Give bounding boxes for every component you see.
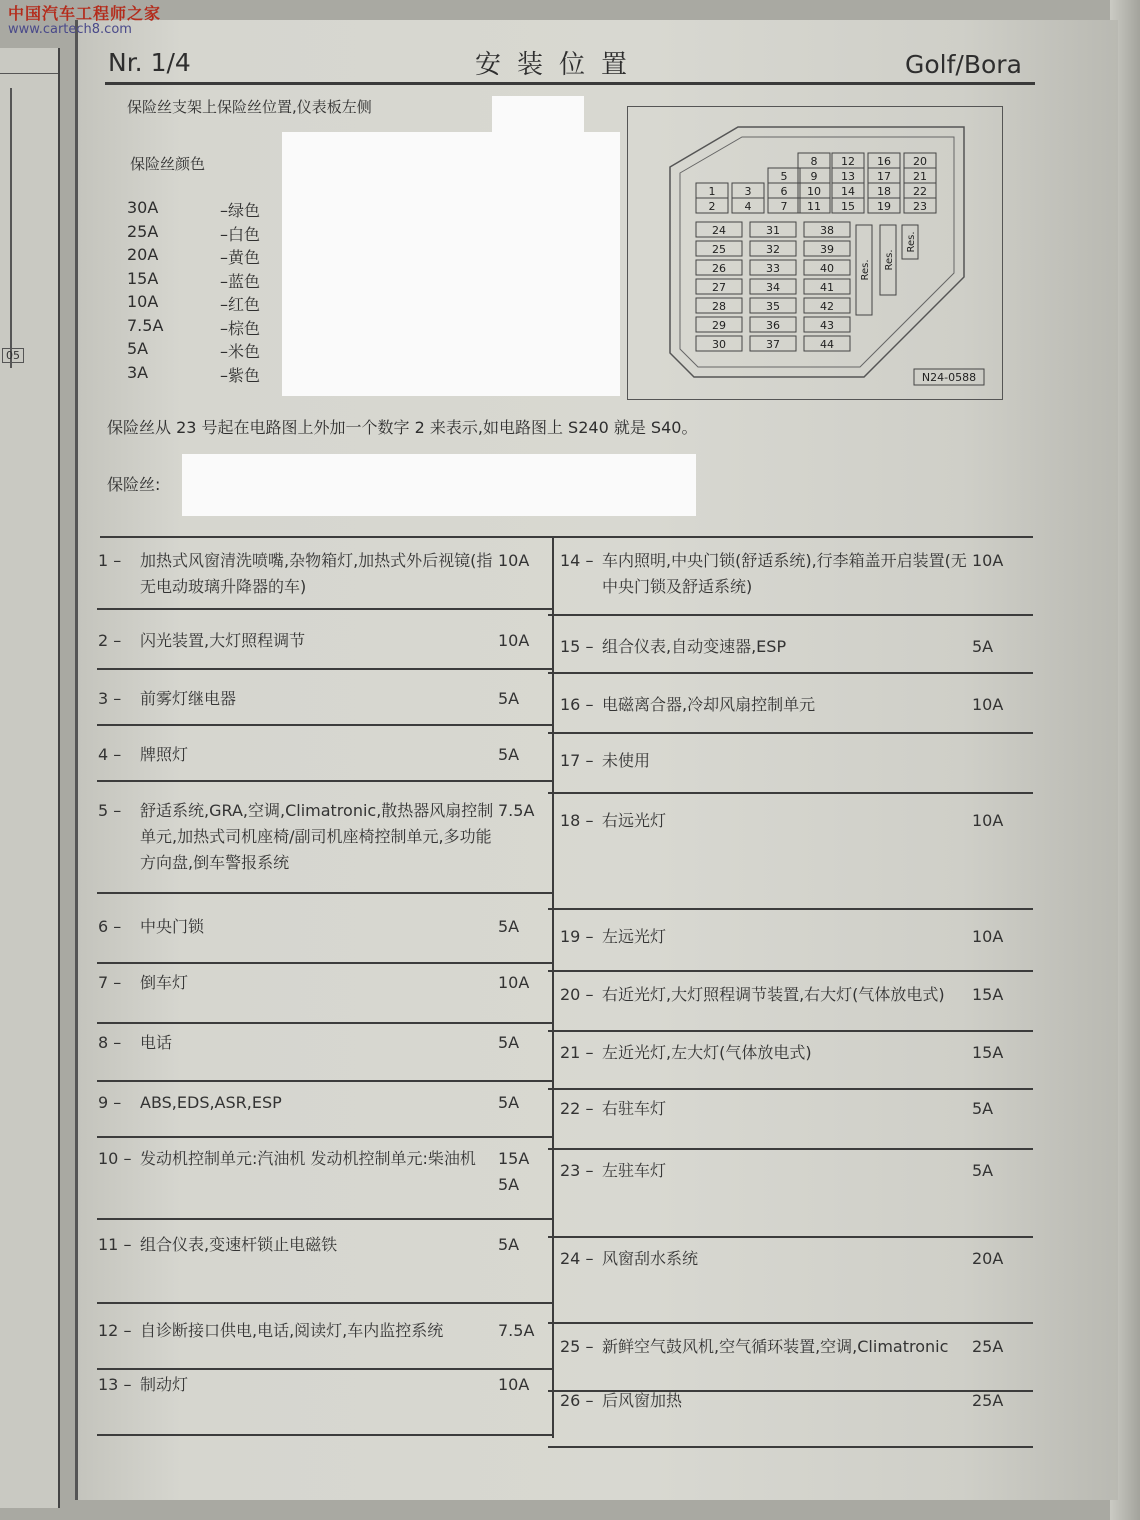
table-row-divider [97,668,552,670]
color-legend-row [125,245,285,269]
fuse-number: 15 – [560,637,594,656]
fuse-amperage: 5A [498,917,520,936]
fuse-amperage: 7.5A [498,801,535,820]
fuse-number: 10 – [98,1149,132,1168]
fuse-slot-number: 17 [877,170,891,183]
fuse-slot-number: 21 [913,170,927,183]
color-legend-amp: 7.5A [127,315,164,335]
watermark-title: 中国汽车工程师之家 [8,4,162,23]
fuse-slot-number: 44 [820,338,834,351]
table-row-divider [548,1148,1033,1150]
table-row-divider [97,1218,552,1220]
table-row-divider [548,732,1033,734]
fuse-amperage-secondary: 5A [498,1175,520,1194]
watermark [8,6,161,36]
fuse-number: 17 – [560,751,594,770]
fuse-slot-number: 11 [807,200,821,213]
fuse-description: 前雾灯继电器 [140,689,237,708]
page-number: Nr. 1/4 [108,48,191,77]
fuse-amperage: 25A [972,1391,1004,1410]
fuse-number: 21 – [560,1043,594,1062]
fuse-description: 倒车灯 [140,973,189,992]
fuse-description: 后风窗加热 [602,1391,683,1410]
fuse-amperage: 5A [498,1235,520,1254]
fuse-amperage: 10A [972,811,1004,830]
fuse-slot-number: 5 [780,170,788,183]
color-legend-color: –棕色 [220,318,261,338]
fuse-number: 7 – [98,973,122,992]
page-title: 安装位置 [475,50,644,80]
fuse-number: 3 – [98,689,122,708]
fuse-amperage: 5A [498,689,520,708]
color-legend-amp: 5A [127,339,149,358]
color-legend-amp: 20A [127,245,159,264]
fuse-slot-number: 28 [712,300,726,313]
fuse-description: 右驻车灯 [602,1099,667,1118]
fuse-amperage: 20A [972,1249,1004,1268]
table-row-divider [548,970,1033,972]
color-legend-row [125,339,285,363]
fuse-slot-number: 2 [708,200,716,213]
fuse-amperage: 5A [972,1161,994,1180]
fuse-slot-number: 38 [820,224,834,237]
fuse-number: 24 – [560,1249,594,1268]
fuse-number: 18 – [560,811,594,830]
fuse-slot-number: 15 [841,200,855,213]
fuse-description: 加热式风窗清洗喷嘴,杂物箱灯,加热式外后视镜(指无电动玻璃升降器的车) [140,551,493,596]
fuse-slot-number: 27 [712,281,726,294]
redaction-block [282,132,620,396]
figure-code: N24-0588 [921,371,977,384]
fuse-number: 6 – [98,917,122,936]
table-row-divider [548,908,1033,910]
fuse-number: 13 – [98,1375,132,1394]
color-legend-amp: 3A [127,362,149,382]
table-row-divider [97,1136,552,1138]
fuse-number: 20 – [560,985,594,1004]
table-row-divider [97,608,552,610]
color-legend-amp: 10A [127,292,159,311]
fuse-slot-number: 39 [820,243,834,256]
fuse-number: 23 – [560,1161,594,1180]
color-legend-color: –米色 [220,342,261,361]
table-row-divider [97,1368,552,1370]
color-legend-row [125,198,285,222]
fuse-number: 1 – [98,551,122,570]
fuse-slot-number: 6 [780,185,788,198]
fuse-slot-number: 36 [766,319,780,332]
left-page-strip [0,48,60,1508]
table-top-rule [100,536,1033,538]
fuse-description: 右远光灯 [602,811,667,830]
redaction-block [492,96,584,132]
table-row-divider [97,1302,552,1304]
table-row-divider [548,1030,1033,1032]
color-legend-row [125,269,285,293]
fuse-number: 12 – [98,1321,132,1340]
fuse-slot-number: 43 [820,319,834,332]
fuse-slot-number: 31 [766,224,780,237]
fuse-description: 组合仪表,自动变速器,ESP [602,637,787,656]
fuse-description: 制动灯 [140,1375,189,1394]
fuse-amperage: 5A [498,1033,520,1052]
subtitle: 保险丝支架上保险丝位置,仪表板左侧 [127,98,372,116]
fuse-description: 左远光灯 [602,927,667,946]
fuse-slot-number: 14 [841,185,855,198]
color-legend-amp: 30A [127,198,159,217]
fuse-slot-number: 19 [877,200,891,213]
header-rule [105,82,1035,85]
fuse-amperage: 10A [972,927,1004,946]
fuse-number: 22 – [560,1099,594,1118]
fuse-description: 未使用 [602,751,651,770]
fuse-description: 新鲜空气鼓风机,空气循环装置,空调,Climatronic [602,1337,949,1356]
table-row-divider [548,1236,1033,1238]
left-page-number: 05 [2,348,24,363]
fuse-description: 闪光装置,大灯照程调节 [140,631,306,650]
fuse-slot-number: 20 [913,155,927,168]
fuse-description: 牌照灯 [140,745,189,764]
fuse-number: 4 – [98,745,122,764]
fuse-slot-number: 35 [766,300,780,313]
fuse-description: 风窗刮水系统 [602,1249,699,1268]
fuse-amperage: 25A [972,1337,1004,1356]
fuse-description: 电磁离合器,冷却风扇控制单元 [602,695,816,714]
reserve-slot-label: Res. [906,231,917,253]
color-legend-row [125,222,285,246]
color-legend-color: –白色 [220,224,261,244]
color-legend-color: –蓝色 [220,271,261,291]
fuse-slot-number: 37 [766,338,780,351]
fuse-amperage: 10A [972,551,1004,570]
fuse-slot-number: 23 [913,200,927,213]
fuse-slot-number: 12 [841,155,855,168]
color-legend-title: 保险丝颜色 [130,155,206,173]
table-row-divider [548,1088,1033,1090]
fuse-description: 左驻车灯 [602,1161,667,1180]
color-legend-color: –红色 [220,295,261,314]
fuse-number: 25 – [560,1337,594,1356]
color-legend-amp: 25A [127,221,159,241]
fuse-slot-number: 13 [841,170,855,183]
fuse-number: 11 – [98,1235,132,1254]
fuse-amperage: 10A [498,631,530,650]
reserve-slot-label: Res. [884,249,895,271]
fuse-slot-number: 9 [810,170,818,183]
fuse-number: 16 – [560,695,594,714]
fuse-amperage: 15A [972,985,1004,1004]
fuse-slot-number: 34 [766,281,780,294]
table-row-divider [548,1322,1033,1324]
table-row-divider [97,1022,552,1024]
fuse-amperage: 5A [972,1099,994,1118]
table-row-divider [97,724,552,726]
fuse-slot-number: 30 [712,338,726,351]
fuse-description: 中央门锁 [140,917,205,936]
fuse-slot-number: 32 [766,243,780,256]
color-legend-row [125,292,285,316]
table-column-divider [552,538,554,1438]
color-legend-amp: 15A [127,268,159,288]
redaction-block [182,454,696,516]
fuse-slot-number: 18 [877,185,891,198]
fuse-number: 2 – [98,631,122,650]
fuse-number: 14 – [560,551,594,570]
table-row-divider [97,1434,552,1436]
fuse-number: 26 – [560,1391,594,1410]
color-legend-row [125,363,285,387]
fuse-slot-number: 26 [712,262,726,275]
color-legend-color: –紫色 [220,365,261,385]
fuse-amperage: 15A [498,1149,530,1168]
fuse-slot-number: 4 [744,200,752,213]
table-row-divider [97,892,552,894]
fuse-slot-number: 25 [712,243,726,256]
fuse-number: 9 – [98,1093,122,1112]
fuse-description: 发动机控制单元:汽油机 发动机控制单元:柴油机 [140,1149,476,1168]
left-page-border [10,88,12,368]
color-legend [125,198,285,386]
color-legend-color: –绿色 [220,201,261,220]
color-legend-row [125,316,285,340]
table-row-divider [548,614,1033,616]
fuse-amperage: 10A [498,551,530,570]
watermark-url: www.cartech8.com [8,21,132,37]
fuse-slot-number: 22 [913,185,927,198]
fuse-label: 保险丝: [107,475,161,494]
fuse-number: 19 – [560,927,594,946]
fuse-amperage: 10A [498,973,530,992]
table-row-divider [97,962,552,964]
fuse-slot-number: 3 [744,185,752,198]
fuse-slot-number: 1 [708,185,716,198]
fuse-description: 舒适系统,GRA,空调,Climatronic,散热器风扇控制单元,加热式司机座椅/副司机座椅控制单元,多功能方向盘,倒车警报系统 [140,801,494,872]
table-row-divider [548,1446,1033,1448]
fuse-slot-number: 8 [810,155,818,168]
fuse-description: 组合仪表,变速杆锁止电磁铁 [140,1235,338,1254]
fuse-description: 车内照明,中央门锁(舒适系统),行李箱盖开启装置(无中央门锁及舒适系统) [602,551,967,596]
table-row-divider [548,792,1033,794]
table-row-divider [97,780,552,782]
fuse-slot-number: 24 [712,224,726,237]
fuse-box-diagram [627,106,1003,400]
fuse-amperage: 5A [972,637,994,656]
fuse-slot-number: 41 [820,281,834,294]
fuse-description: 自诊断接口供电,电话,阅读灯,车内监控系统 [140,1321,444,1340]
fuse-description: 电话 [140,1033,173,1052]
table-row-divider [548,672,1033,674]
reserve-slot-label: Res. [860,259,871,281]
color-legend-color: –黄色 [220,248,261,267]
fuse-number: 8 – [98,1033,122,1052]
fuse-amperage: 15A [972,1043,1004,1062]
model-name: Golf/Bora [905,50,1022,79]
fuse-slot-number: 29 [712,319,726,332]
fuse-number: 5 – [98,801,122,820]
fuse-slot-number: 40 [820,262,834,275]
fuse-description: 右近光灯,大灯照程调节装置,右大灯(气体放电式) [602,985,945,1004]
fuse-description: 左近光灯,左大灯(气体放电式) [602,1043,812,1062]
fuse-amperage: 5A [498,1093,520,1112]
fuse-description: ABS,EDS,ASR,ESP [140,1093,282,1112]
fuse-amperage: 7.5A [498,1321,535,1340]
fuse-slot-number: 10 [807,185,821,198]
table-row-divider [97,1080,552,1082]
fuse-box-svg [628,107,1002,399]
circuit-note: 保险丝从 23 号起在电路图上外加一个数字 2 来表示,如电路图上 S240 就是 S40。 [107,418,698,437]
fuse-slot-number: 16 [877,155,891,168]
fuse-slot-number: 7 [780,200,788,213]
fuse-amperage: 10A [498,1375,530,1394]
fuse-amperage: 5A [498,745,520,764]
fuse-slot-number: 33 [766,262,780,275]
fuse-amperage: 10A [972,695,1004,714]
left-page-rule [0,73,58,74]
fuse-slot-number: 42 [820,300,834,313]
